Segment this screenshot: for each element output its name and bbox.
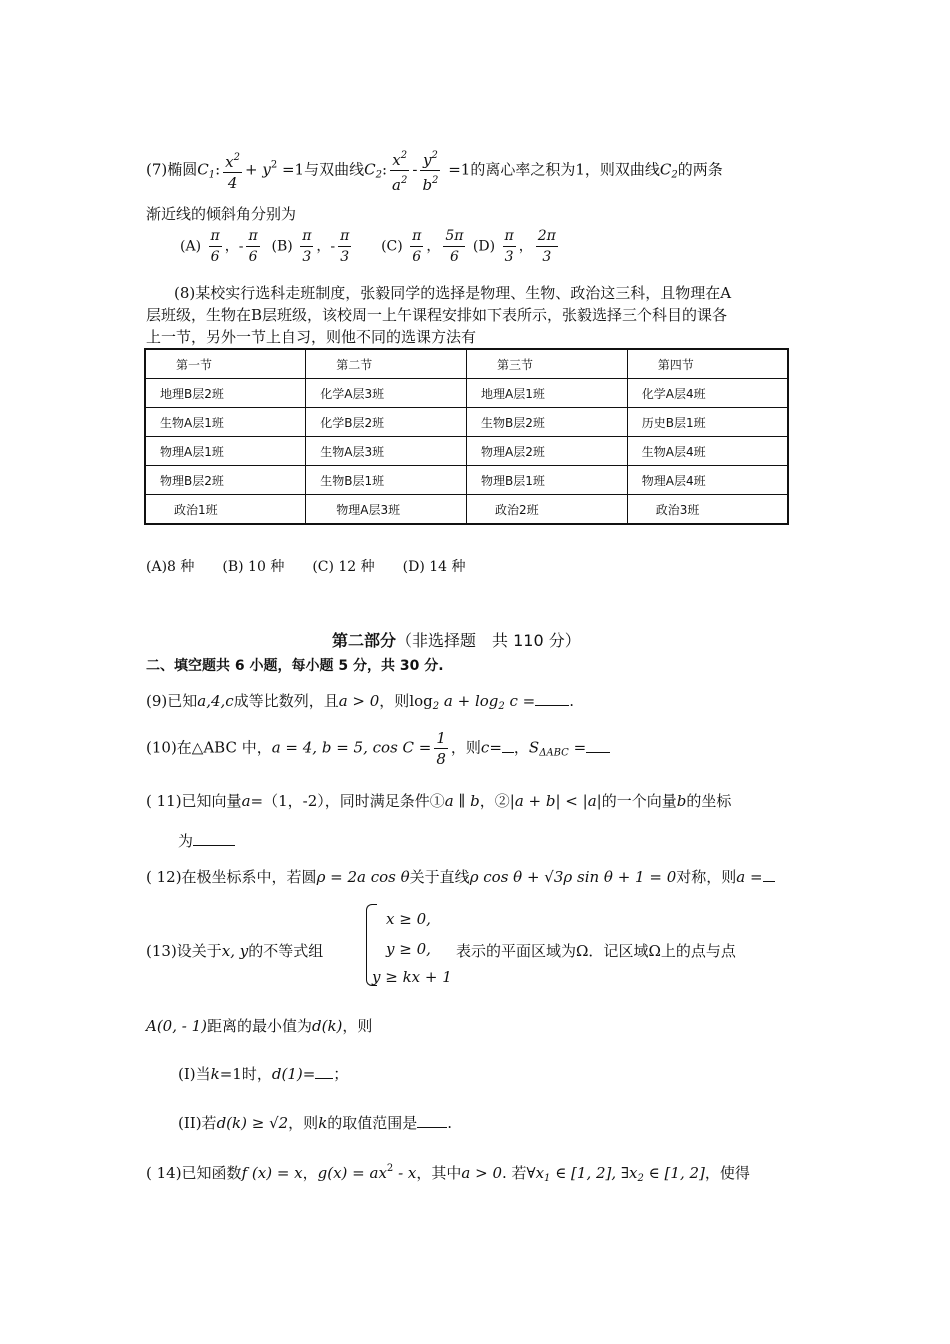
q13-blank2[interactable]: [417, 1127, 447, 1128]
table-header-row: [145, 349, 788, 379]
q13-sub2cond: d(k) ≥ √2: [216, 1114, 289, 1132]
q14-end: ，使得: [704, 1164, 750, 1182]
q11-tail: 的一个向量: [601, 792, 677, 810]
q7-c-f1: [410, 226, 423, 267]
q10-s-sub: ΔABC: [539, 747, 569, 759]
q7-sup3: 2: [400, 175, 408, 186]
q13-sub2end: .: [447, 1114, 453, 1132]
q7-c2b: C: [659, 160, 672, 179]
q7-opt-d: (D): [472, 238, 496, 255]
table-cell: 地理B层2班: [145, 379, 306, 408]
q7-c1-sub: 1: [208, 169, 216, 181]
part2-title-paren: （非选择题 共 110 分）: [396, 631, 581, 650]
q10-sep: ，: [513, 738, 529, 757]
q13-line2c: ，则: [342, 1017, 373, 1035]
q7-c2: C: [364, 160, 376, 179]
q11-val: =（1，-2），同时满足条件①: [250, 792, 445, 810]
q7-options: [180, 226, 561, 267]
q14-mid: ，其中: [416, 1164, 462, 1182]
table-cell: 生物A层1班: [145, 408, 306, 437]
q7-c2b-sub: 2: [671, 169, 678, 181]
q10-c: c: [480, 738, 490, 757]
q11-par: a ∥ b: [444, 792, 480, 810]
schedule-table: [144, 348, 789, 525]
q13-mid: 的不等式组: [248, 942, 324, 960]
q7-opt-c: (C): [381, 238, 403, 255]
q13-pre: (13)设关于: [146, 942, 222, 960]
q14-q1: 1: [544, 1173, 551, 1184]
q7-b: b: [422, 176, 433, 194]
q11-pre: ( 11)已知向量: [146, 792, 242, 810]
q9-blank[interactable]: [535, 705, 569, 706]
q7-frac-x2-a2: [390, 146, 409, 195]
q7-opt-a: (A): [180, 238, 202, 255]
q14-g2: - x: [393, 1164, 417, 1182]
q7-b-f2-n: π: [340, 228, 350, 244]
q7-d-f2-n: 2π: [537, 228, 556, 244]
q7-x: x: [225, 153, 234, 171]
q7-x2: x: [392, 151, 401, 169]
q7-line1: [146, 146, 723, 195]
table-cell: 政治3班: [627, 495, 788, 525]
q13-sub1d: d(1): [271, 1065, 303, 1083]
q14-q2: 2: [637, 1173, 644, 1184]
table-cell: 生物A层3班: [306, 437, 467, 466]
table-cell: 第一节: [145, 349, 306, 379]
table-cell: 物理B层1班: [467, 466, 628, 495]
q13-sub1b: =1时，: [219, 1065, 272, 1083]
table-cell: 地理A层1班: [467, 379, 628, 408]
q7-b-f2: [338, 226, 351, 267]
q11-b: b: [676, 792, 687, 810]
q7-num: (7)椭圆: [146, 160, 198, 179]
q7-a-f2-d: 6: [246, 246, 259, 267]
q7-b-f1: [300, 226, 313, 267]
q7-c-f1-n: π: [412, 228, 422, 244]
q13-pre-line: [146, 940, 323, 961]
q9-pre: (9)已知: [146, 692, 198, 710]
q9-end: .: [569, 692, 575, 710]
q14-qb: ∈ [1, 2]: [643, 1164, 705, 1182]
q7-eq1a: =1与双曲线: [281, 160, 365, 179]
q7-frac-x2-4: [223, 148, 242, 193]
table-cell: 第二节: [306, 349, 467, 379]
q7-b-f2-d: 3: [338, 246, 351, 267]
q13-vars: x, y: [221, 942, 249, 960]
q7-opt-b: (B): [271, 238, 293, 255]
q13-line2: [146, 1015, 372, 1036]
q13-dk: d(k): [312, 1017, 343, 1035]
table-cell: 生物B层1班: [306, 466, 467, 495]
q7-d-f2: [536, 226, 558, 267]
table-cell: 物理B层2班: [145, 466, 306, 495]
q7-tail: 的两条: [677, 160, 723, 179]
table-row: [145, 495, 788, 525]
q11-tail2: 的坐标: [686, 792, 732, 810]
q9-c: c =: [504, 692, 536, 710]
q7-d-f1: [503, 226, 516, 267]
table-cell: 政治2班: [467, 495, 628, 525]
q10-blank2[interactable]: [586, 752, 610, 753]
table-cell: 历史B层1班: [627, 408, 788, 437]
q8-line2: 层班级，生物在B层班级，该校周一上午课程安排如下表所示，张毅选择三个科目的课各: [146, 306, 728, 324]
q7-a-f2: [246, 226, 259, 267]
q7-a-f2-n: π: [248, 228, 258, 244]
table-cell: 化学A层4班: [627, 379, 788, 408]
q7-line2: 渐近线的倾斜角分别为: [146, 205, 297, 223]
q12-blank[interactable]: [763, 881, 775, 882]
q9-log1: log: [409, 692, 433, 710]
q11-line2-text: 为: [178, 832, 194, 850]
q7-plus-y: + y: [245, 160, 271, 179]
q9-cond: a > 0: [338, 692, 380, 710]
q10-s: S: [528, 738, 540, 757]
q9: [146, 690, 574, 712]
q12-mid: 关于直线: [409, 868, 470, 886]
q10-eq2: =: [573, 738, 587, 757]
q7-a-f1-d: 6: [209, 246, 222, 267]
q10-cond: a = 4, b = 5, cos C =: [271, 738, 432, 757]
table-row: [145, 437, 788, 466]
q7-sup: 2: [233, 152, 241, 163]
q10-eq: =: [489, 738, 502, 757]
q14-quant: ∀x: [526, 1164, 545, 1182]
q7-b-comma: ，: [316, 238, 331, 255]
q7-colon: :: [215, 160, 221, 179]
q13-ineq1: x ≥ 0,: [386, 910, 431, 928]
q7-sup4: 2: [431, 150, 438, 161]
q13-sub1k: k: [210, 1065, 220, 1083]
q12-pre: ( 12)在极坐标系中，若圆: [146, 868, 317, 886]
q7-sup2: 2: [400, 150, 408, 161]
q12-line: ρ cos θ + √3ρ sin θ + 1 = 0: [469, 868, 677, 886]
q9-seq: a,4,c: [197, 692, 234, 710]
table-cell: 第三节: [467, 349, 628, 379]
part2-heading: [332, 628, 581, 651]
q7-a: a: [392, 176, 401, 194]
q9-mid: 成等比数列，且: [233, 692, 339, 710]
q14-sep: ，: [302, 1164, 318, 1182]
q7-sup5: 2: [432, 175, 439, 186]
q14-tail: . 若: [501, 1164, 527, 1182]
q7-y: y: [423, 151, 432, 169]
q9-sub1: 2: [432, 701, 440, 712]
table-cell: 第四节: [627, 349, 788, 379]
q7-b-f1-n: π: [302, 228, 312, 244]
q13-ineq3: y ≥ kx + 1: [372, 968, 452, 986]
q11-line2: [178, 830, 235, 851]
q7-sup-y: 2: [270, 159, 278, 171]
q12-circle: ρ = 2a cos θ: [316, 868, 410, 886]
q13-point: A(0, - 1): [146, 1017, 207, 1035]
q13-sub1c: =: [302, 1065, 316, 1083]
q7-four: 4: [223, 172, 242, 193]
q7-minus: -: [412, 160, 418, 179]
q7-c-f1-d: 6: [410, 246, 423, 267]
q11-mid: ，②: [479, 792, 510, 810]
q7-c2-sub: 2: [375, 169, 382, 181]
table-cell: 生物B层2班: [467, 408, 628, 437]
q10-blank1[interactable]: [502, 752, 514, 753]
q13-sub1end: ；: [333, 1065, 349, 1083]
q13-ineq2: y ≥ 0,: [386, 940, 431, 958]
q7-d-f1-d: 3: [503, 246, 516, 267]
q13-sub1a: (I)当: [178, 1065, 211, 1083]
table-row: [145, 408, 788, 437]
q7-d-f1-n: π: [504, 228, 514, 244]
q7-c-f2-d: 6: [443, 246, 465, 267]
q7-colon2: :: [381, 160, 388, 179]
q9-mid2: ，则: [379, 692, 410, 710]
q10-frac: [434, 728, 448, 769]
table-cell: 物理A层1班: [145, 437, 306, 466]
table-cell: 政治1班: [145, 495, 306, 525]
table-cell: 物理A层4班: [627, 466, 788, 495]
q14-qa: ∈ [1, 2], ∃x: [550, 1164, 638, 1182]
q7-frac-y2-b2: [420, 146, 440, 195]
q7-c1: C: [197, 160, 209, 179]
q7-eq1b: =1的离心率之积为1，则双曲线: [448, 160, 660, 179]
q7-a-f1-n: π: [210, 228, 220, 244]
q12-a: a =: [736, 868, 763, 886]
q11-blank[interactable]: [193, 845, 235, 846]
table-cell: 化学A层3班: [306, 379, 467, 408]
q13-sub2: [178, 1112, 452, 1133]
q7-c-comma: ，: [426, 238, 441, 255]
q8-line1: (8)某校实行选科走班制度，张毅同学的选择是物理、生物、政治这三科，且物理在A: [174, 284, 732, 302]
q7-c-f2: [443, 226, 465, 267]
q14-sup: 2: [386, 1163, 394, 1174]
q12-tail: 对称，则: [676, 868, 737, 886]
q14-pre: ( 14)已知函数: [146, 1164, 242, 1182]
q10-num: 1: [436, 729, 446, 747]
q10-mid: ，则: [450, 738, 481, 757]
q11: [146, 790, 731, 811]
q9-a: a + log: [439, 692, 499, 710]
q7-d-f2-d: 3: [536, 246, 558, 267]
q13-sub2k: k: [318, 1114, 328, 1132]
q13-sub2a: (II)若: [178, 1114, 217, 1132]
q13-blank1[interactable]: [315, 1078, 333, 1079]
q11-a: a: [241, 792, 251, 810]
q13-tail: 表示的平面区域为Ω．记区域Ω上的点与点: [456, 942, 736, 960]
q14-cond: a > 0: [461, 1164, 502, 1182]
q7-c-f2-n: 5π: [445, 228, 464, 244]
q11-abs: |a + b| < |a|: [509, 792, 602, 810]
q14-f: f (x) = x: [241, 1164, 303, 1182]
table-cell: 化学B层2班: [306, 408, 467, 437]
q12: [146, 866, 775, 887]
q10-pre: (10)在△ABC 中，: [146, 738, 272, 757]
q7-b-neg: -: [330, 238, 336, 255]
q7-b-f1-d: 3: [300, 246, 313, 267]
q13-sub2c: 的取值范围是: [327, 1114, 418, 1132]
q7-a-comma: ，: [224, 238, 239, 255]
q10-den: 8: [436, 750, 446, 768]
q10: [146, 728, 610, 769]
table-row: [145, 466, 788, 495]
q13-sub1: [178, 1063, 348, 1084]
q7-a-neg: -: [238, 238, 244, 255]
q13-line2b: 距离的最小值为: [207, 1017, 313, 1035]
q14: [146, 1162, 750, 1184]
q8-line3: 上一节，另外一节上自习，则他不同的选课方法有: [146, 328, 477, 346]
q9-sub2: 2: [498, 701, 505, 712]
table-cell: 物理A层3班: [306, 495, 467, 525]
table-cell: 物理A层2班: [467, 437, 628, 466]
table-row: [145, 379, 788, 408]
q7-d-comma: ，: [518, 238, 533, 255]
table-cell: 生物A层4班: [627, 437, 788, 466]
part2-title: 第二部分: [332, 631, 397, 650]
q14-g: g(x) = ax: [317, 1164, 387, 1182]
q13-sub2b: ，则: [288, 1114, 319, 1132]
q8-options: (A)8 种 (B) 10 种 (C) 12 种 (D) 14 种: [146, 559, 466, 575]
section-heading: 二、填空题共 6 小题，每小题 5 分，共 30 分.: [146, 658, 444, 674]
q7-a-f1: [209, 226, 222, 267]
